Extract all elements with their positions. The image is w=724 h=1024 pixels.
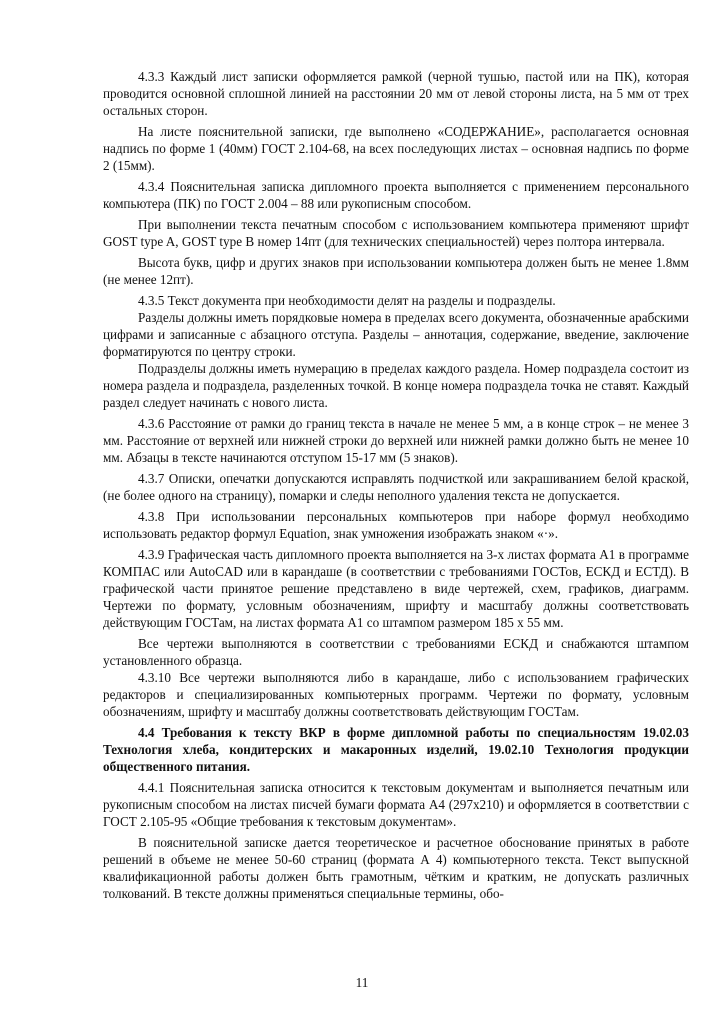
paragraph-explanatory-note: В пояснительной записке дается теоретическое и расчетное обоснование принятых в работе решений в объеме не менее 50-60 страниц (формата А 4) компьютерного текста. Текст выпускной квалификационной работы должен быть грамотным, чётким и кратким, не допускать различных толкований. В тексте должны применяться специальные термины, обо- <box>103 835 689 901</box>
paragraph-main-inscription: На листе пояснительной записки, где выполнено «СОДЕРЖАНИЕ», располагается основная надпись по форме 1 (40мм) ГОСТ 2.104-68, на всех последующих листах – основная надпись по форме 2 (15мм). <box>103 124 689 173</box>
paragraph-4-3-6: 4.3.6 Расстояние от рамки до границ текста в начале не менее 5 мм, а в конце строк – не менее 3 мм. Расстояние от верхней или нижней строки до верхней или нижней рамки должно быть не менее 10 мм. Абзацы в тексте начинаются отступом 15-17 мм (5 знаков). <box>103 416 689 465</box>
paragraph-4-3-10: 4.3.10 Все чертежи выполняются либо в карандаше, либо с использованием графических редакторов и специализированных компьютерных программ. Чертежи по формату, условным обозначениям, шрифту и масштабу должны соответствовать действующим ГОСТам. <box>103 670 689 719</box>
paragraph-sections: Разделы должны иметь порядковые номера в пределах всего документа, обозначенные арабскими цифрами и записанные с абзацного отступа. Разделы – аннотация, содержание, введение, заключение форматируются по центру строки. <box>103 310 689 359</box>
paragraph-4-4-1: 4.4.1 Пояснительная записка относится к текстовым документам и выполняется печатным или рукописным способом на листах писчей бумаги формата А4 (297х210) и оформляется в соответствии с ГОСТ 2.105-95 «Общие требования к текстовым документам». <box>103 780 689 829</box>
paragraph-drawings-stamp: Все чертежи выполняются в соответствии с требованиями ЕСКД и снабжаются штампом установленного образца. <box>103 636 689 668</box>
section-heading-4-4: 4.4 Требования к тексту ВКР в форме дипломной работы по специальностям 19.02.03 Технология хлеба, кондитерских и макаронных изделий, 19.02.10 Технология продукции общественного питания. <box>103 725 689 774</box>
paragraph-4-3-7: 4.3.7 Описки, опечатки допускаются исправлять подчисткой или закрашиванием белой краской, (не более одного на страницу), помарки и следы неполного удаления текста не допускается. <box>103 471 689 503</box>
paragraph-letter-height: Высота букв, цифр и других знаков при использовании компьютера должен быть не менее 1.8мм (не менее 12пт). <box>103 255 689 287</box>
paragraph-4-3-5: 4.3.5 Текст документа при необходимости делят на разделы и подразделы. <box>138 293 556 308</box>
page-number: 11 <box>355 975 369 990</box>
document-page <box>103 68 689 902</box>
paragraph-4-3-4: 4.3.4 Пояснительная записка дипломного проекта выполняется с применением персонального компьютера (ПК) по ГОСТ 2.004 – 88 или рукописным способом. <box>103 179 689 211</box>
paragraph-4-3-3: 4.3.3 Каждый лист записки оформляется рамкой (черной тушью, пастой или на ПК), которая проводится основной сплошной линией на расстоянии 20 мм от левой стороны листа, на 5 мм от трех остальных сторон. <box>103 69 689 118</box>
paragraph-subsections: Подразделы должны иметь нумерацию в пределах каждого раздела. Номер подраздела состоит из номера раздела и подраздела, разделенных точкой. В конце номера подраздела точка не ставят. Каждый раздел следует начинать с нового листа. <box>103 361 689 410</box>
paragraph-4-3-9: 4.3.9 Графическая часть дипломного проекта выполняется на 3-х листах формата А1 в программе КОМПАС или AutoCAD или в карандаше (в соответствии с требованиями ГОСТов, ЕСКД и ЕСТД). В графической части принятое решение представлено в виде чертежей, схем, графиков, диаграмм. Чертежи по формату, условным обозначениям, шрифту и масштабу должны соответствовать действующим ГОСТам, на листах формата А1 со штампом размером 185 х 55 мм. <box>103 547 689 630</box>
paragraph-4-3-8: 4.3.8 При использовании персональных компьютеров при наборе формул необходимо использовать редактор формул Equation, знак умножения изображать знаком «·». <box>103 509 689 541</box>
paragraph-print-font: При выполнении текста печатным способом с использованием компьютера применяют шрифт GOST type A, GOST type B номер 14пт (для технических специальностей) через полтора интервала. <box>103 217 689 249</box>
